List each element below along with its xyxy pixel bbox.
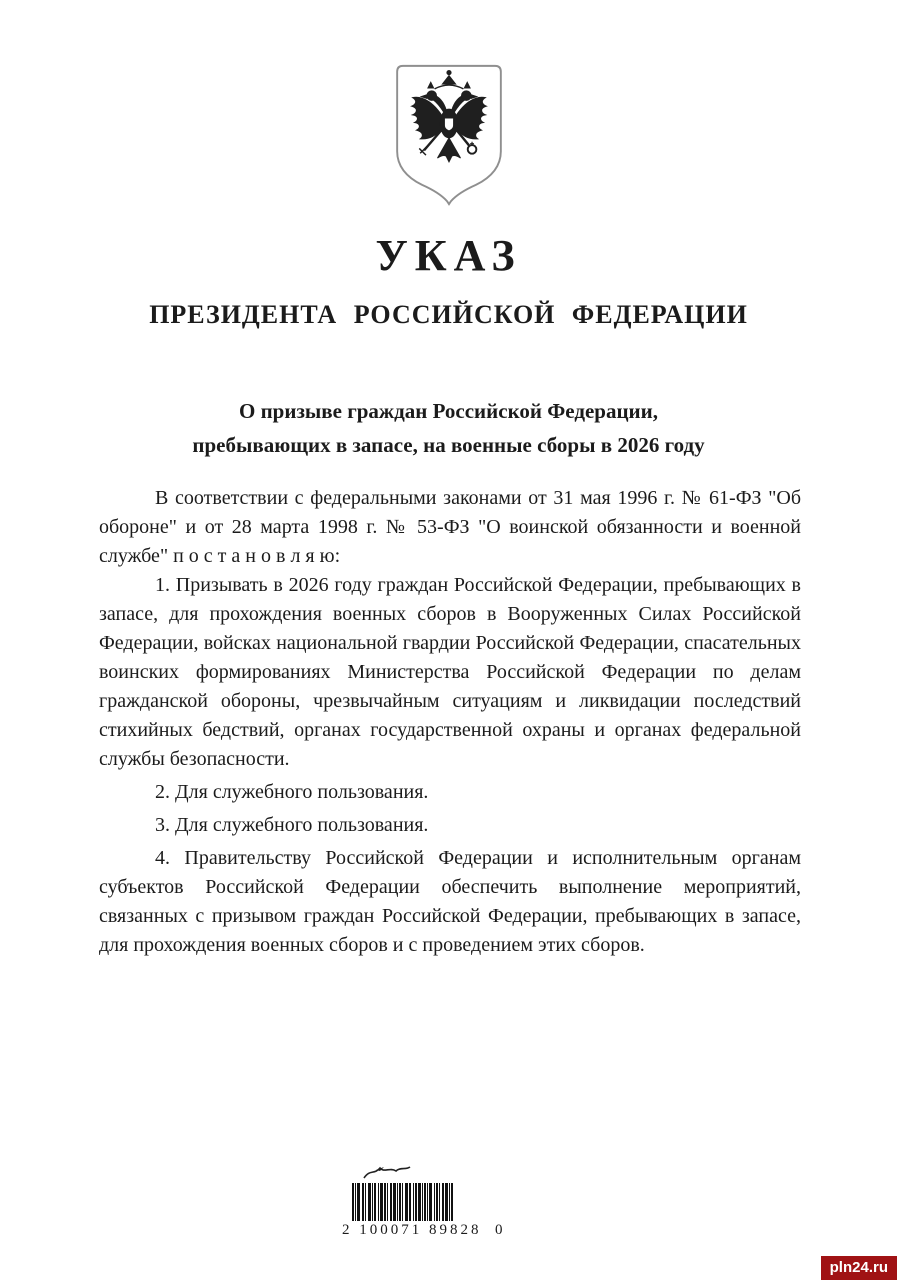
decree-body <box>99 484 801 960</box>
barcode-digits: 2 100071 89828 0 <box>342 1222 506 1238</box>
decree-subject <box>0 394 897 462</box>
decree-subject-line2: пребывающих в запасе, на военные сборы в 2026 году <box>192 433 705 457</box>
paragraph-item-2: 2. Для служебного пользования. <box>155 781 429 803</box>
signature-mark <box>360 1164 430 1182</box>
paragraph-item-4: 4. Правительству Российской Федерации и исполнительным органам субъектов Российской Федерации обеспечить выполнение мероприятий, связанных с призывом граждан Российской Федерации, пребывающих в запасе, для прохождения военных сборов и с проведением этих сборов. <box>99 847 801 956</box>
paragraph-preamble: В соответствии с федеральными законами от 31 мая 1996 г. № 61-ФЗ "Об обороне" и от 28 марта 1998 г. № 53-ФЗ "О воинской обязанности и военной службе" п о с т а н о в л я ю: <box>99 487 801 567</box>
decree-subject-line1: О призыве граждан Российской Федерации, <box>238 399 658 423</box>
paragraph-item-3: 3. Для служебного пользования. <box>155 814 429 836</box>
watermark-badge: pln24.ru <box>821 1256 897 1280</box>
barcode-bars <box>352 1183 492 1221</box>
emblem-wrap <box>0 63 897 212</box>
barcode-gap <box>453 1183 454 1221</box>
barcode-block <box>342 1164 506 1239</box>
decree-title: УКАЗ <box>375 231 522 280</box>
coat-of-arms-icon <box>391 63 507 207</box>
decree-issuer: ПРЕЗИДЕНТА РОССИЙСКОЙ ФЕДЕРАЦИИ <box>149 300 748 329</box>
paragraph-item-1: 1. Призывать в 2026 году граждан Российской Федерации, пребывающих в запасе, для прохождения военных сборов в Вооруженных Силах Российской Федерации, войсках национальной гвардии Российской Федерации, спасательных воинских формированиях Министерства Российской Федерации по делам гражданской обороны, чрезвычайным ситуациям и ликвидации последствий стихийных бедствий, органах государственной охраны и органах федеральной службы безопасности. <box>99 574 801 770</box>
